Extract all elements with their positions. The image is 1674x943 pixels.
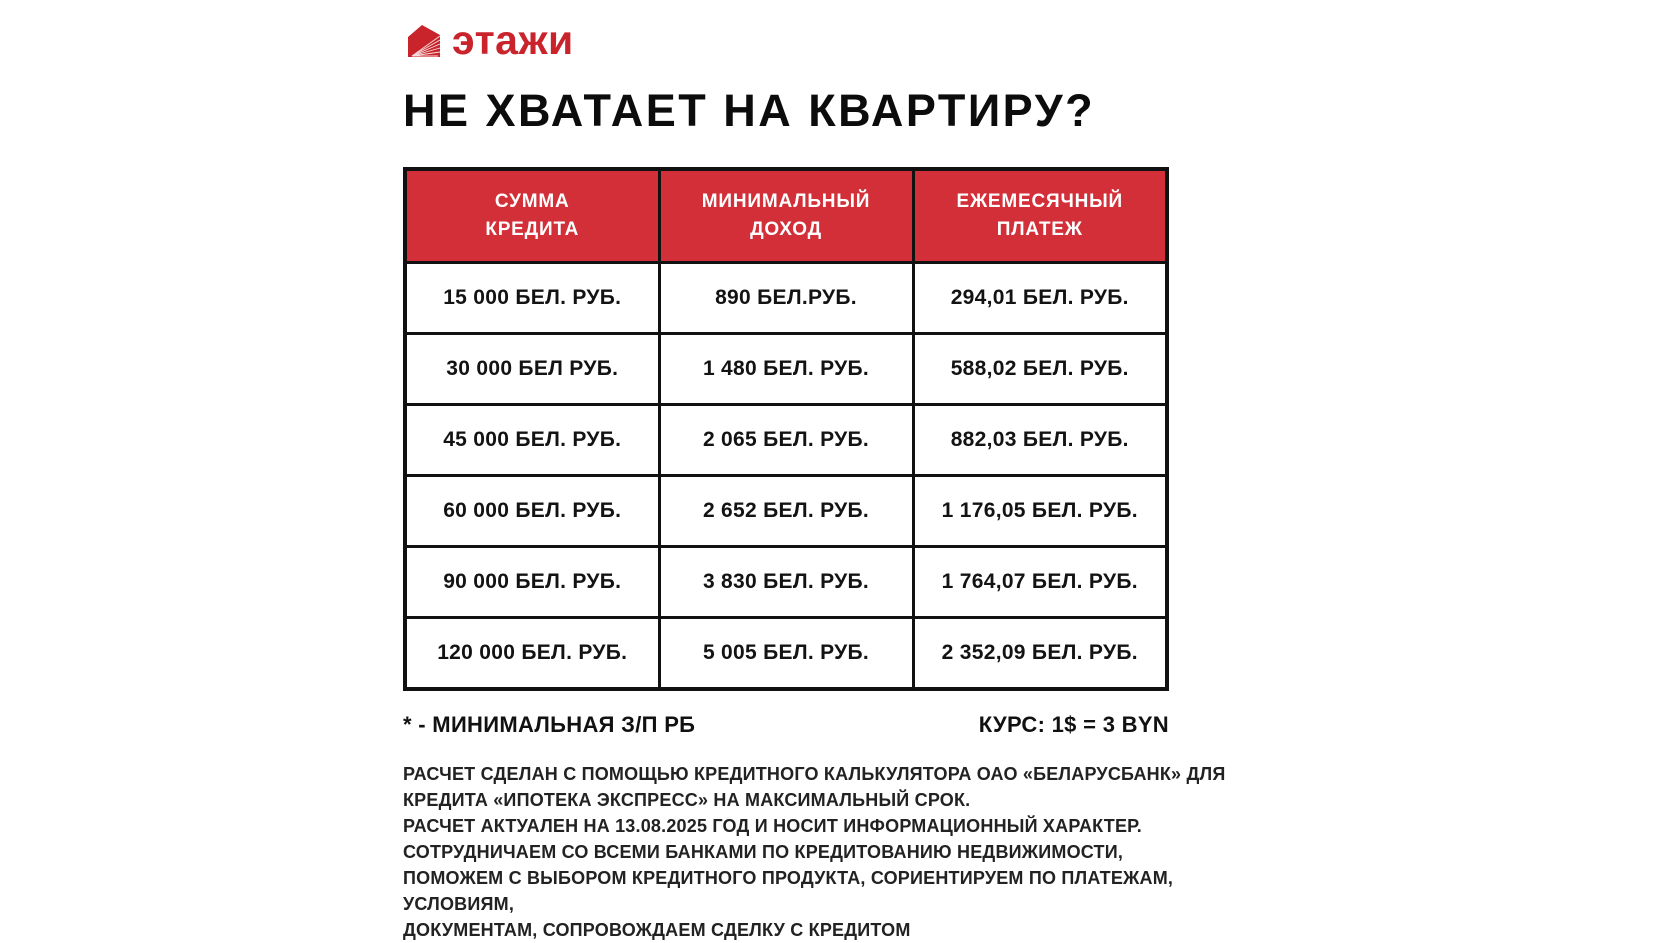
cell-credit-sum: 15 000 БЕЛ. РУБ. [405,263,659,334]
table-row [405,263,1167,334]
disclaimer-line: РАСЧЕТ АКТУАЛЕН НА 13.08.2025 ГОД И НОСИТ ИНФОРМАЦИОННЫЙ ХАРАКТЕР. [403,816,1142,836]
table-row [405,334,1167,405]
cell-min-income: 2 652 БЕЛ. РУБ. [659,476,913,547]
footnote-min-salary: * - МИНИМАЛЬНАЯ З/П РБ [403,712,696,737]
cell-min-income: 5 005 БЕЛ. РУБ. [659,618,913,690]
cell-min-income: 1 480 БЕЛ. РУБ. [659,334,913,405]
disclaimer-line: ДОКУМЕНТАМ, СОПРОВОЖДАЕМ СДЕЛКУ С КРЕДИТОМ [403,920,911,940]
cell-monthly-payment: 1 764,07 БЕЛ. РУБ. [913,547,1167,618]
credit-table [403,167,1169,691]
cell-min-income: 2 065 БЕЛ. РУБ. [659,405,913,476]
disclaimer-line: РАСЧЕТ СДЕЛАН С ПОМОЩЬЮ КРЕДИТНОГО КАЛЬКУЛЯТОРА ОАО «БЕЛАРУСБАНК» ДЛЯ [403,764,1226,784]
cell-min-income: 3 830 БЕЛ. РУБ. [659,547,913,618]
cell-monthly-payment: 882,03 БЕЛ. РУБ. [913,405,1167,476]
cell-credit-sum: 60 000 БЕЛ. РУБ. [405,476,659,547]
brand-logo-text: этажи [452,17,574,63]
cell-credit-sum: 45 000 БЕЛ. РУБ. [405,405,659,476]
cell-credit-sum: 90 000 БЕЛ. РУБ. [405,547,659,618]
column-header-line: ПЛАТЕЖ [996,219,1083,240]
disclaimer-line: ПОМОЖЕМ С ВЫБОРОМ КРЕДИТНОГО ПРОДУКТА, СОРИЕНТИРУЕМ ПО ПЛАТЕЖАМ, [403,868,1174,888]
column-header-min-income [659,169,913,263]
disclaimer-line: СОТРУДНИЧАЕМ СО ВСЕМИ БАНКАМИ ПО КРЕДИТОВАНИЮ НЕДВИЖИМОСТИ, [403,842,1124,862]
cell-min-income: 890 БЕЛ.РУБ. [659,263,913,334]
table-row [405,618,1167,690]
table-header-row [405,169,1167,263]
poster-title: НЕ ХВАТАЕТ НА КВАРТИРУ? [403,85,1096,136]
column-header-credit-sum [405,169,659,263]
cell-monthly-payment: 588,02 БЕЛ. РУБ. [913,334,1167,405]
table-row [405,476,1167,547]
footnote-exchange-rate: КУРС: 1$ = 3 BYN [978,712,1169,737]
column-header-monthly-payment [913,169,1167,263]
cell-monthly-payment: 2 352,09 БЕЛ. РУБ. [913,618,1167,690]
column-header-line: МИНИМАЛЬНЫЙ [701,190,871,212]
cell-monthly-payment: 1 176,05 БЕЛ. РУБ. [913,476,1167,547]
column-header-line: ЕЖЕМЕСЯЧНЫЙ [956,190,1124,212]
footnote-row [403,712,1169,738]
column-header-line: КРЕДИТА [485,219,580,240]
house-icon [405,23,443,59]
cell-monthly-payment: 294,01 БЕЛ. РУБ. [913,263,1167,334]
disclaimer-text [403,761,1226,943]
disclaimer-line: УСЛОВИЯМ, [403,894,515,914]
cell-credit-sum: 120 000 БЕЛ. РУБ. [405,618,659,690]
table-row [405,547,1167,618]
brand-logo [405,17,574,63]
disclaimer-line: КРЕДИТА «ИПОТЕКА ЭКСПРЕСС» НА МАКСИМАЛЬНЫЙ СРОК. [403,790,971,810]
column-header-line: ДОХОД [750,219,822,240]
table-row [405,405,1167,476]
cell-credit-sum: 30 000 БЕЛ РУБ. [405,334,659,405]
column-header-line: СУММА [494,190,570,212]
poster-content [403,0,1226,943]
